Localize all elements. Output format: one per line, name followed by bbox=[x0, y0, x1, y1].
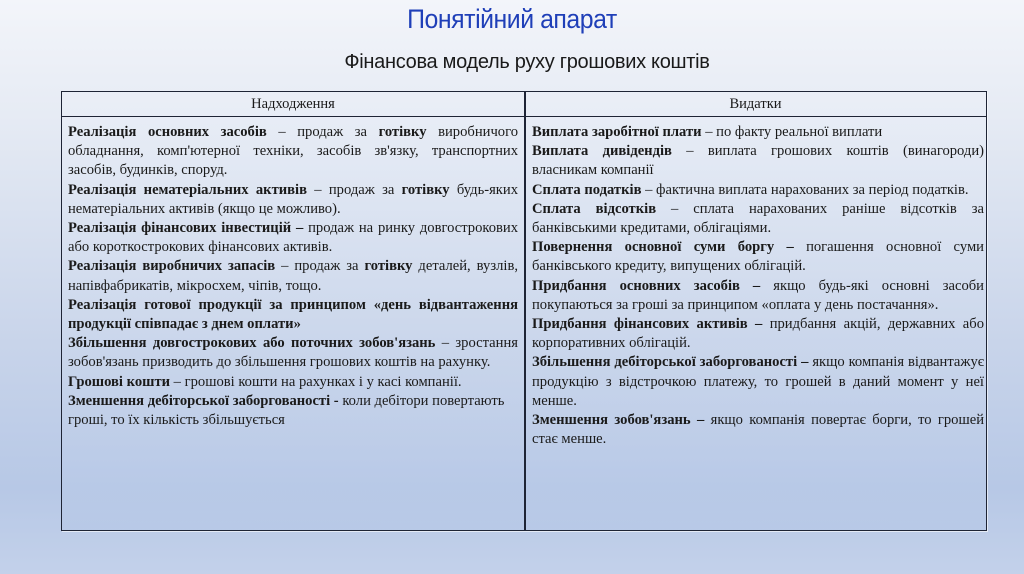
income-item: Збільшення довгострокових або поточних зобов'язань – зростання зобов'язань призводить до збільшення грошових коштів на рахунку. bbox=[68, 335, 518, 371]
slide-title: Понятійний апарат bbox=[407, 4, 617, 34]
income-item: Реалізація основних засобів – продаж за готівку виробничого обладнання, комп'ютерної техніки, засобів зв'язку, транспортних засобів, будинків, споруд. bbox=[68, 124, 519, 179]
expense-item: Збільшення дебіторської заборгованості – якщо компанія відвантажує продукцію з відстрочкою платежу, то грошей в даний момент у неї менше. bbox=[532, 354, 984, 409]
income-item: Реалізація готової продукції за принципом «день відвантаження продукції співпадає з днем оплати» bbox=[68, 296, 518, 333]
income-column bbox=[68, 123, 518, 430]
cash-flow-table bbox=[61, 91, 987, 531]
slide-subtitle: Фінансова модель руху грошових коштів bbox=[344, 51, 710, 73]
income-item: Реалізація нематеріальних активів – продаж за готівку будь-яких нематеріальних активів (якщо це можливо). bbox=[68, 181, 518, 217]
expense-item: Зменшення зобов'язань – якщо компанія повертає борги, то грошей стає менше. bbox=[532, 412, 984, 448]
expense-item: Виплата заробітної плати – по факту реальної виплати bbox=[532, 124, 883, 140]
header-income: Надходження bbox=[251, 96, 335, 112]
expense-item: Придбання основних засобів – якщо будь-які основні засоби покупаються за гроші за принципом «оплата у день постачання». bbox=[532, 277, 984, 313]
income-item: Грошові кошти – грошові кошти на рахунках і у касі компанії. bbox=[68, 373, 462, 390]
expense-item: Сплата податків – фактична виплата нарахованих за період податків. bbox=[532, 181, 969, 198]
income-item: Реалізація виробничих запасів – продаж за готівку деталей, вузлів, напівфабрикатів, мікросхем, чіпів, тощо. bbox=[68, 258, 518, 294]
income-item: Зменшення дебіторської заборгованості - коли дебітори повертають гроші, то їх кількість збільшується bbox=[68, 392, 505, 429]
expense-item: Придбання фінансових активів – придбання акцій, державних або корпоративних облігацій. bbox=[532, 316, 985, 352]
header-expenses: Видатки bbox=[729, 96, 782, 112]
column-divider bbox=[524, 92, 526, 530]
expense-item: Сплата відсотків – сплата нарахованих раніше відсотків за банківськими кредитами, облігаціями. bbox=[532, 200, 984, 237]
expense-item: Виплата дивідендів – виплата грошових коштів (винагороди) власникам компанії bbox=[532, 143, 985, 179]
income-item: Реалізація фінансових інвестицій – продаж на ринку довгострокових або короткострокових фінансових активів. bbox=[68, 220, 519, 256]
expenses-column bbox=[532, 123, 984, 449]
expense-item: Повернення основної суми боргу – погашення основної суми банківського кредиту, випущених облігацій. bbox=[532, 239, 984, 275]
